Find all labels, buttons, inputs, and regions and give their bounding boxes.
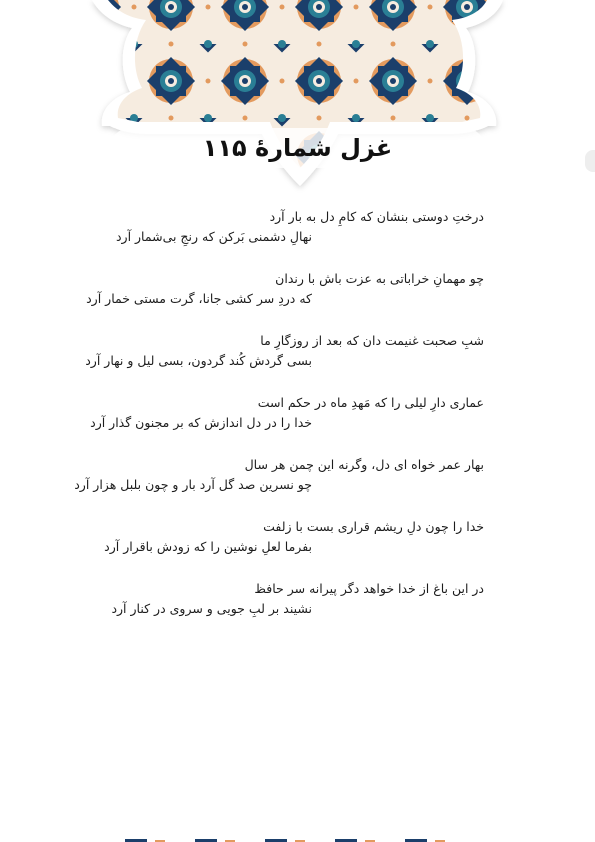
- header-ornament: [0, 0, 595, 200]
- footer-ornament: [95, 836, 500, 842]
- verse-first: در این باغ از خدا خواهد دگر پیرانه سر حافظ: [254, 581, 484, 596]
- verse-second: خدا را در دل اندازش که بر مجنون گذار آرد: [90, 415, 312, 430]
- poem: [74, 207, 484, 641]
- verse-second: چو نسرین صد گل آرد بار و چون بلبل هزار آرد: [74, 477, 312, 492]
- page-edge-tab: [585, 150, 595, 172]
- verse-first: بهار عمر خواه ای دل، وگرنه این چمن هر سال: [244, 457, 484, 472]
- couplet: [86, 269, 484, 309]
- couplet: [112, 207, 484, 247]
- couplet: [112, 579, 484, 619]
- verse-second: نهالِ دشمنی بَرکن که رنجِ بی‌شمار آرد: [115, 229, 312, 244]
- couplet: [90, 393, 484, 433]
- verse-second: بسی گردش کُند گردون، بسی لیل و نهار آرد: [85, 353, 312, 368]
- couplet: [74, 455, 484, 495]
- verse-first: چو مهمانِ خراباتی به عزت باش با رندان: [275, 271, 484, 286]
- verse-first: خدا را چون دلِ ریشم قراری بست با زلفت: [263, 519, 484, 534]
- verse-second: بفرما لعلِ نوشین را که زودش باقرار آرد: [104, 539, 312, 554]
- verse-second: نشیند بر لبِ جویی و سروی در کنار آرد: [111, 601, 312, 616]
- couplet: [85, 331, 484, 371]
- verse-first: شبِ صحبت غنیمت دان که بعد از روزگارِ ما: [260, 333, 484, 348]
- page-title: غزل شمارهٔ ۱۱۵: [202, 134, 393, 162]
- verse-first: عماری دارِ لیلی را که مَهدِ ماه در حکم است: [257, 395, 484, 410]
- couplet: [104, 517, 484, 557]
- verse-second: که دردِ سر کشی جانا، گرت مستی خمار آرد: [86, 291, 312, 306]
- verse-first: درختِ دوستی بنشان که کامِ دل به بار آرد: [269, 209, 484, 224]
